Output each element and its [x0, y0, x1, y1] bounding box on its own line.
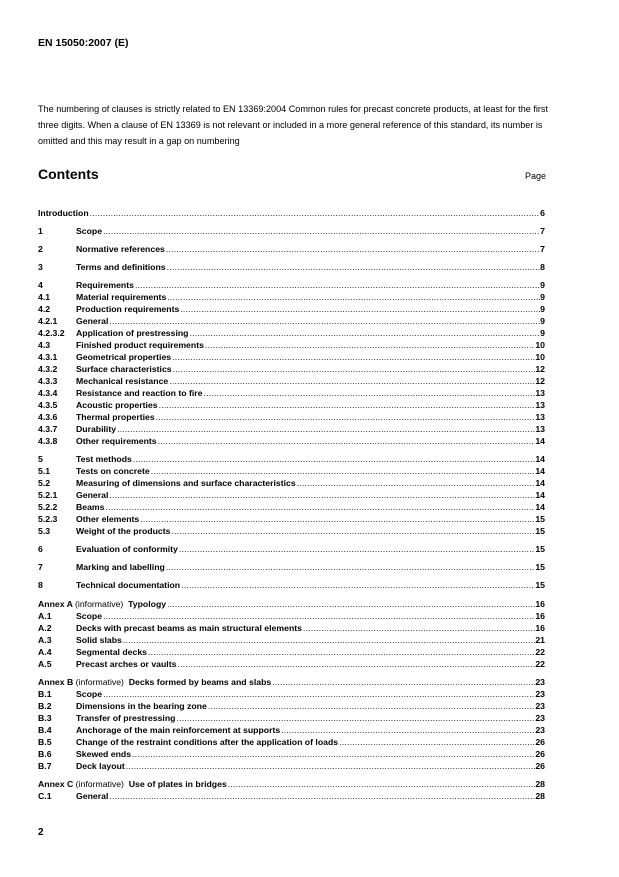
- toc-entry-title: Transfer of prestressing: [76, 713, 176, 723]
- toc-entry-page: 6: [540, 208, 545, 218]
- toc-entry-body: [76, 243, 545, 255]
- dot-leader: [155, 411, 536, 423]
- toc-entry-title: Beams: [76, 502, 105, 512]
- toc-entry[interactable]: [38, 453, 545, 465]
- toc-entry-body: [76, 700, 545, 712]
- toc-entry-page: 15: [535, 514, 545, 524]
- toc-entry-body: [76, 543, 545, 555]
- toc-entry-number: 5: [38, 454, 43, 464]
- contents-heading: Contents: [38, 166, 99, 182]
- toc-entry-title: Geometrical properties: [76, 352, 172, 362]
- toc-entry-number: 1: [38, 226, 43, 236]
- toc-entry-body: [76, 561, 545, 573]
- toc-entry-title: Finished product requirements: [76, 340, 204, 350]
- toc-entry[interactable]: [38, 724, 545, 736]
- dot-leader: [166, 598, 535, 610]
- toc-entry-number: 4.3.1: [38, 352, 58, 362]
- toc-entry-body: [76, 688, 545, 700]
- toc-entry-page: 26: [535, 761, 545, 771]
- page-number: 2: [38, 827, 44, 838]
- toc-entry[interactable]: [38, 712, 545, 724]
- toc-entry-page: 14: [535, 436, 545, 446]
- toc-entry[interactable]: [38, 465, 545, 477]
- toc-entry-body: [76, 435, 545, 447]
- toc-entry-number: 5.2.3: [38, 514, 58, 524]
- toc-entry-page: 9: [540, 316, 545, 326]
- toc-entry-number: 2: [38, 244, 43, 254]
- dot-leader: [227, 778, 536, 790]
- toc-entry-body: [76, 579, 545, 591]
- toc-entry-page: 26: [535, 737, 545, 747]
- toc-entry[interactable]: [38, 399, 545, 411]
- toc-entry-body: [76, 646, 545, 658]
- toc-entry[interactable]: [38, 646, 545, 658]
- dot-leader: [131, 748, 535, 760]
- toc-entry-page: 23: [535, 701, 545, 711]
- toc-entry-body: [76, 622, 545, 634]
- toc-entry-page: 28: [535, 791, 545, 801]
- toc-entry[interactable]: [38, 363, 545, 375]
- toc-entry-page: 15: [535, 544, 545, 554]
- toc-entry-number: 4.3: [38, 340, 51, 350]
- toc-entry[interactable]: [38, 736, 545, 748]
- annex-label: Annex B: [38, 677, 74, 687]
- toc-entry-title: Scope: [76, 226, 103, 236]
- toc-entry-body: [76, 291, 545, 303]
- toc-entry-body: [76, 315, 545, 327]
- toc-entry-title: General: [76, 490, 109, 500]
- toc-entry-page: 13: [535, 388, 545, 398]
- toc-entry-number: 8: [38, 580, 43, 590]
- toc-entry[interactable]: [38, 790, 545, 802]
- toc-entry-body: [38, 778, 545, 790]
- toc-entry-title: Test methods: [76, 454, 132, 464]
- toc-entry-title: General: [76, 791, 109, 801]
- dot-leader: [180, 579, 535, 591]
- toc-entry[interactable]: [38, 513, 545, 525]
- dot-leader: [157, 435, 536, 447]
- dot-leader: [204, 339, 535, 351]
- toc-entry-page: 13: [535, 424, 545, 434]
- toc-entry[interactable]: [38, 279, 545, 291]
- toc-entry[interactable]: [38, 423, 545, 435]
- toc-entry-body: [76, 736, 545, 748]
- toc-entry-number: 4.3.2: [38, 364, 58, 374]
- toc-entry[interactable]: [38, 622, 545, 634]
- toc-entry[interactable]: [38, 315, 545, 327]
- toc-entry-page: 14: [535, 454, 545, 464]
- toc-entry-page: 13: [535, 412, 545, 422]
- toc-entry-title: Other elements: [76, 514, 140, 524]
- toc-entry-body: [76, 724, 545, 736]
- annex-note: (informative): [75, 779, 124, 789]
- toc-entry-title: Surface characteristics: [76, 364, 172, 374]
- toc-entry-title: Application of prestressing: [76, 328, 189, 338]
- toc-entry-number: 5.2.1: [38, 490, 58, 500]
- toc-entry[interactable]: [38, 700, 545, 712]
- toc-entry[interactable]: [38, 676, 545, 688]
- dot-leader: [178, 543, 535, 555]
- toc-entry[interactable]: [38, 610, 545, 622]
- toc-entry[interactable]: [38, 303, 545, 315]
- toc-entry-title: Precast arches or vaults: [76, 659, 177, 669]
- toc-entry-page: 9: [540, 328, 545, 338]
- toc-entry[interactable]: [38, 477, 545, 489]
- dot-leader: [165, 243, 540, 255]
- toc-entry-number: B.2: [38, 701, 52, 711]
- dot-leader: [108, 489, 535, 501]
- toc-entry[interactable]: [38, 525, 545, 537]
- toc-entry-title: Resistance and reaction to fire: [76, 388, 203, 398]
- toc-entry-title: Durability: [76, 424, 117, 434]
- annex-note: (informative): [75, 599, 124, 609]
- dot-leader: [175, 712, 535, 724]
- toc-entry-title: Anchorage of the main reinforcement at supports: [76, 725, 281, 735]
- toc-entry-page: 10: [535, 352, 545, 362]
- toc-entry-page: 13: [535, 400, 545, 410]
- toc-entry-title: Measuring of dimensions and surface characteristics: [76, 478, 296, 488]
- dot-leader: [207, 700, 536, 712]
- toc-entry[interactable]: [38, 261, 545, 273]
- dot-leader: [147, 646, 535, 658]
- toc-entry[interactable]: [38, 501, 545, 513]
- toc-entry-body: [76, 513, 545, 525]
- dot-leader: [271, 676, 535, 688]
- toc-entry[interactable]: [38, 658, 545, 670]
- toc-entry-title: Skewed ends: [76, 749, 132, 759]
- dot-leader: [302, 622, 535, 634]
- toc-entry-number: 4.2: [38, 304, 51, 314]
- dot-leader: [102, 610, 535, 622]
- toc-entry[interactable]: [38, 225, 545, 237]
- document-header: EN 15050:2007 (E): [38, 37, 129, 49]
- toc-entry-title: Introduction: [38, 208, 89, 218]
- toc-entry-page: 12: [535, 376, 545, 386]
- toc-entry-page: 23: [535, 713, 545, 723]
- toc-entry-number: 6: [38, 544, 43, 554]
- toc-entry-page: 15: [535, 526, 545, 536]
- toc-entry-title: Evaluation of conformity: [76, 544, 178, 554]
- dot-leader: [150, 465, 536, 477]
- toc-entry-page: 15: [535, 562, 545, 572]
- toc-entry-page: 14: [535, 490, 545, 500]
- dot-leader: [125, 760, 536, 772]
- dot-leader: [171, 351, 535, 363]
- toc-entry-body: [76, 634, 545, 646]
- toc-entry-body: [76, 261, 545, 273]
- toc-entry-title: Scope: [76, 611, 103, 621]
- toc-entry-number: 4.3.3: [38, 376, 58, 386]
- dot-leader: [170, 525, 535, 537]
- dot-leader: [338, 736, 535, 748]
- toc-entry-title: Scope: [76, 689, 103, 699]
- page-column-label: Page: [524, 171, 546, 181]
- toc-entry-title: Normative references: [76, 244, 165, 254]
- toc-entry-page: 16: [535, 623, 545, 633]
- toc-entry-title: Terms and definitions: [76, 262, 166, 272]
- toc-entry[interactable]: [38, 634, 545, 646]
- toc-entry-page: 14: [535, 502, 545, 512]
- toc-entry-number: 5.1: [38, 466, 51, 476]
- toc-entry-title: Acoustic properties: [76, 400, 158, 410]
- toc-entry-number: C.1: [38, 791, 52, 801]
- toc-entry-number: A.2: [38, 623, 52, 633]
- toc-entry-body: [76, 489, 545, 501]
- toc-entry[interactable]: [38, 561, 545, 573]
- toc-entry-number: 4: [38, 280, 43, 290]
- toc-entry[interactable]: [38, 489, 545, 501]
- toc-entry-number: B.7: [38, 761, 52, 771]
- toc-entry-body: [76, 453, 545, 465]
- toc-entry-number: A.5: [38, 659, 52, 669]
- toc-entry-page: 14: [535, 466, 545, 476]
- annex-title: Use of plates in bridges: [128, 779, 227, 789]
- toc-entry-page: 23: [535, 689, 545, 699]
- toc-entry-title: Material requirements: [76, 292, 167, 302]
- toc-entry-title: Decks with precast beams as main structural elements: [76, 623, 302, 633]
- dot-leader: [108, 790, 535, 802]
- toc-entry-body: [76, 411, 545, 423]
- toc-entry-title: [38, 676, 271, 688]
- toc-entry-title: [38, 778, 227, 790]
- toc-entry-body: [76, 327, 545, 339]
- dot-leader: [122, 634, 535, 646]
- toc-entry-title: Change of the restraint conditions after the application of loads: [76, 737, 339, 747]
- toc-entry-title: Weight of the products: [76, 526, 171, 536]
- toc-entry-page: 14: [535, 478, 545, 488]
- toc-entry-number: 5.2: [38, 478, 51, 488]
- toc-entry-body: [76, 387, 545, 399]
- toc-entry-number: 4.3.5: [38, 400, 58, 410]
- annex-note: (informative): [75, 677, 124, 687]
- annex-label: Annex A: [38, 599, 73, 609]
- toc-entry-page: 16: [535, 599, 545, 609]
- toc-entry-page: 23: [535, 725, 545, 735]
- toc-entry-page: 15: [535, 580, 545, 590]
- toc-entry-number: 4.3.7: [38, 424, 58, 434]
- toc-entry-page: 8: [540, 262, 545, 272]
- toc-entry[interactable]: [38, 411, 545, 423]
- toc-entry-body: [38, 598, 545, 610]
- toc-entry-number: B.4: [38, 725, 52, 735]
- dot-leader: [176, 658, 535, 670]
- toc-entry[interactable]: [38, 598, 545, 610]
- toc-entry-page: 21: [535, 635, 545, 645]
- dot-leader: [105, 501, 536, 513]
- toc-entry-title: Mechanical resistance: [76, 376, 169, 386]
- toc-entry-body: [76, 375, 545, 387]
- toc-entry-page: 7: [540, 244, 545, 254]
- toc-entry[interactable]: [38, 543, 545, 555]
- toc-entry-body: [76, 465, 545, 477]
- dot-leader: [296, 477, 536, 489]
- dot-leader: [188, 327, 540, 339]
- toc-entry[interactable]: [38, 291, 545, 303]
- dot-leader: [102, 688, 535, 700]
- toc-entry-number: 4.3.6: [38, 412, 58, 422]
- dot-leader: [134, 279, 540, 291]
- toc-entry[interactable]: [38, 339, 545, 351]
- toc-entry-page: 22: [535, 659, 545, 669]
- dot-leader: [108, 315, 540, 327]
- toc-entry[interactable]: [38, 760, 545, 772]
- toc-entry-title: Production requirements: [76, 304, 180, 314]
- annex-title: Decks formed by beams and slabs: [128, 677, 272, 687]
- toc-entry-number: 5.2.2: [38, 502, 58, 512]
- toc-entry-body: [76, 423, 545, 435]
- toc-entry-body: [76, 225, 545, 237]
- toc-entry[interactable]: [38, 387, 545, 399]
- toc-entry-body: [76, 477, 545, 489]
- toc-entry-body: [76, 339, 545, 351]
- toc-entry-body: [76, 658, 545, 670]
- toc-entry-body: [76, 525, 545, 537]
- toc-entry-body: [38, 207, 545, 219]
- toc-entry-title: Thermal properties: [76, 412, 155, 422]
- toc-entry-body: [38, 676, 545, 688]
- toc-entry-title: Marking and labelling: [76, 562, 165, 572]
- toc-entry-page: 23: [535, 677, 545, 687]
- toc-entry-body: [76, 351, 545, 363]
- toc-entry[interactable]: [38, 435, 545, 447]
- toc-entry-body: [76, 712, 545, 724]
- dot-leader: [203, 387, 536, 399]
- dot-leader: [116, 423, 535, 435]
- toc-entry-number: A.3: [38, 635, 52, 645]
- toc-entry-number: 4.3.8: [38, 436, 58, 446]
- toc-entry[interactable]: [38, 688, 545, 700]
- annex-title: Typology: [128, 599, 167, 609]
- toc-entry-title: Technical documentation: [76, 580, 181, 590]
- toc-entry-title: Segmental decks: [76, 647, 147, 657]
- toc-entry-title: General: [76, 316, 109, 326]
- dot-leader: [172, 363, 536, 375]
- toc-entry-title: Deck layout: [76, 761, 125, 771]
- toc-entry-number: B.3: [38, 713, 52, 723]
- dot-leader: [158, 399, 536, 411]
- toc-entry[interactable]: [38, 748, 545, 760]
- toc-entry-body: [76, 303, 545, 315]
- numbering-note: The numbering of clauses is strictly related to EN 13369:2004 Common rules for precast concrete products, at least for the first three digits. When a clause of EN 13369 is not relevant or included in a more general reference of this standard, its number is omitted and this may result in a gap on numbering: [38, 104, 548, 146]
- toc-entry-page: 26: [535, 749, 545, 759]
- toc-entry-number: A.4: [38, 647, 52, 657]
- toc-entry[interactable]: [38, 327, 545, 339]
- toc-entry-page: 9: [540, 292, 545, 302]
- dot-leader: [165, 561, 536, 573]
- dot-leader: [168, 375, 535, 387]
- toc-entry-number: 7: [38, 562, 43, 572]
- toc-entry[interactable]: [38, 579, 545, 591]
- dot-leader: [102, 225, 540, 237]
- toc-entry-page: 22: [535, 647, 545, 657]
- toc-entry-body: [76, 501, 545, 513]
- toc-entry-number: 4.1: [38, 292, 51, 302]
- toc-entry-page: 10: [535, 340, 545, 350]
- dot-leader: [139, 513, 535, 525]
- toc-entry-number: 3: [38, 262, 43, 272]
- toc-entry-body: [76, 760, 545, 772]
- dot-leader: [179, 303, 540, 315]
- toc-entry-page: 16: [535, 611, 545, 621]
- toc-entry[interactable]: [38, 243, 545, 255]
- toc-entry-number: 4.3.4: [38, 388, 58, 398]
- toc-entry-title: Other requirements: [76, 436, 157, 446]
- toc-entry[interactable]: [38, 351, 545, 363]
- toc-entry-body: [76, 279, 545, 291]
- toc-entry-number: A.1: [38, 611, 52, 621]
- toc-entry-number: B.5: [38, 737, 52, 747]
- toc-entry-page: 7: [540, 226, 545, 236]
- toc-entry-title: [38, 598, 166, 610]
- toc-entry-body: [76, 790, 545, 802]
- annex-label: Annex C: [38, 779, 74, 789]
- table-of-contents: [38, 207, 545, 802]
- toc-entry[interactable]: [38, 778, 545, 790]
- toc-entry-number: B.6: [38, 749, 52, 759]
- toc-entry-number: B.1: [38, 689, 52, 699]
- toc-entry[interactable]: [38, 207, 545, 219]
- dot-leader: [166, 261, 541, 273]
- toc-entry-body: [76, 748, 545, 760]
- toc-entry-title: Tests on concrete: [76, 466, 150, 476]
- toc-entry-number: 4.2.3.2: [38, 328, 65, 338]
- toc-entry-page: 12: [535, 364, 545, 374]
- toc-entry-number: 4.2.1: [38, 316, 58, 326]
- dot-leader: [89, 207, 540, 219]
- toc-entry-page: 28: [535, 779, 545, 789]
- dot-leader: [132, 453, 535, 465]
- toc-entry-number: 5.3: [38, 526, 51, 536]
- toc-entry-body: [76, 363, 545, 375]
- dot-leader: [166, 291, 540, 303]
- toc-entry-title: Dimensions in the bearing zone: [76, 701, 207, 711]
- dot-leader: [280, 724, 535, 736]
- toc-entry-page: 9: [540, 280, 545, 290]
- toc-entry-title: Requirements: [76, 280, 134, 290]
- toc-entry-title: Solid slabs: [76, 635, 122, 645]
- toc-entry-body: [76, 399, 545, 411]
- toc-entry-page: 9: [540, 304, 545, 314]
- toc-entry-body: [76, 610, 545, 622]
- toc-entry[interactable]: [38, 375, 545, 387]
